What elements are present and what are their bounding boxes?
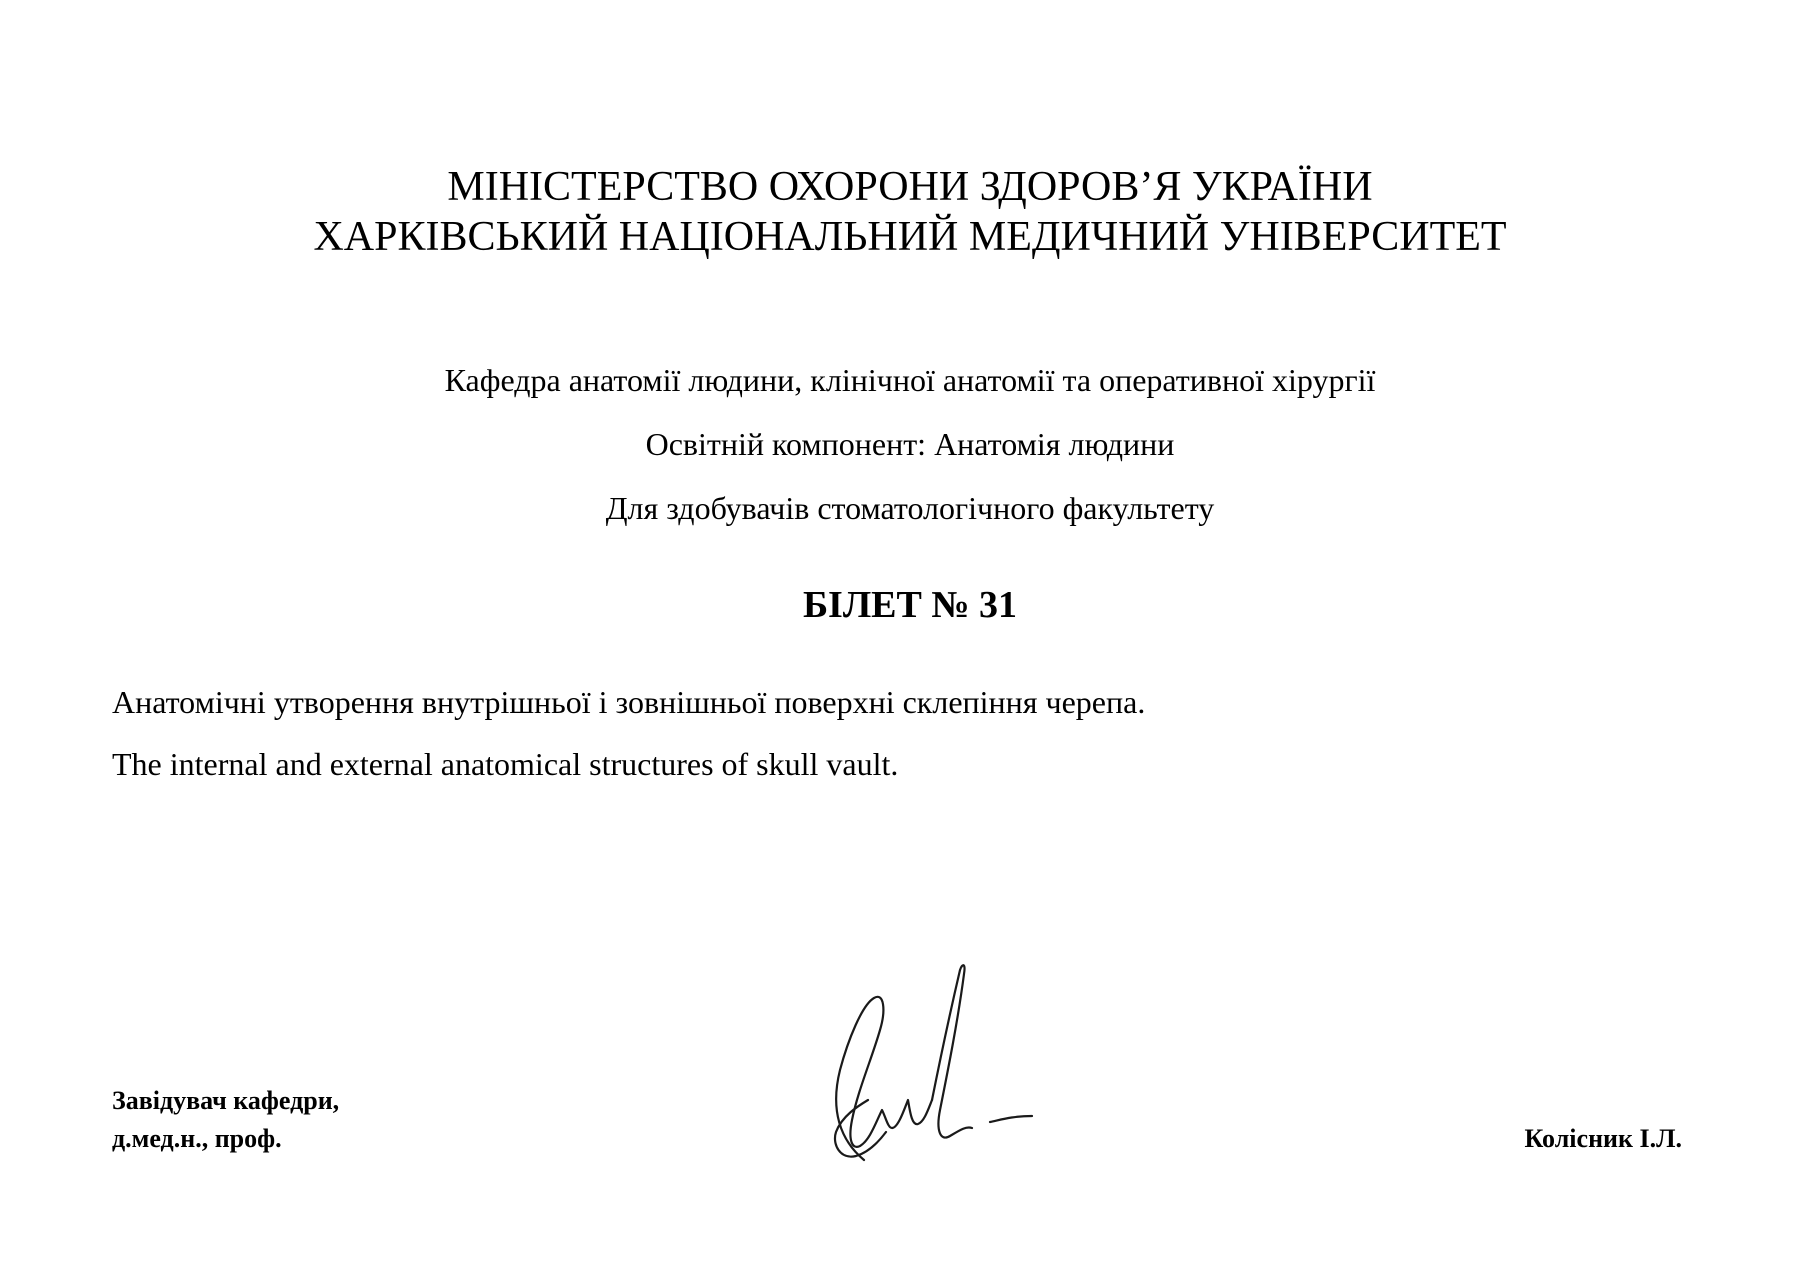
component-line: Освітній компонент: Анатомія людини [645, 426, 1175, 462]
question-english: The internal and external anatomical structures of skull vault. [112, 746, 899, 782]
head-position [112, 1082, 339, 1158]
ticket-title: БІЛЕТ № 31 [802, 584, 1018, 626]
signature-icon [800, 950, 1050, 1180]
department-line: Кафедра анатомії людини, клінічної анатомії та оперативної хірургії [444, 362, 1376, 398]
ministry-heading: МІНІСТЕРСТВО ОХОРОНИ ЗДОРОВ’Я УКРАЇНИ [447, 164, 1373, 210]
head-position-line2: д.мед.н., проф. [112, 1124, 282, 1153]
head-name: Колісник І.Л. [1524, 1124, 1682, 1153]
audience-line: Для здобувачів стоматологічного факультету [605, 490, 1215, 526]
head-position-line1: Завідувач кафедри, [112, 1086, 340, 1115]
question-ukrainian: Анатомічні утворення внутрішньої і зовнішньої поверхні склепіння черепа. [112, 684, 1146, 720]
university-heading: ХАРКІВСЬКИЙ НАЦІОНАЛЬНИЙ МЕДИЧНИЙ УНІВЕРСИТЕТ [313, 214, 1507, 260]
